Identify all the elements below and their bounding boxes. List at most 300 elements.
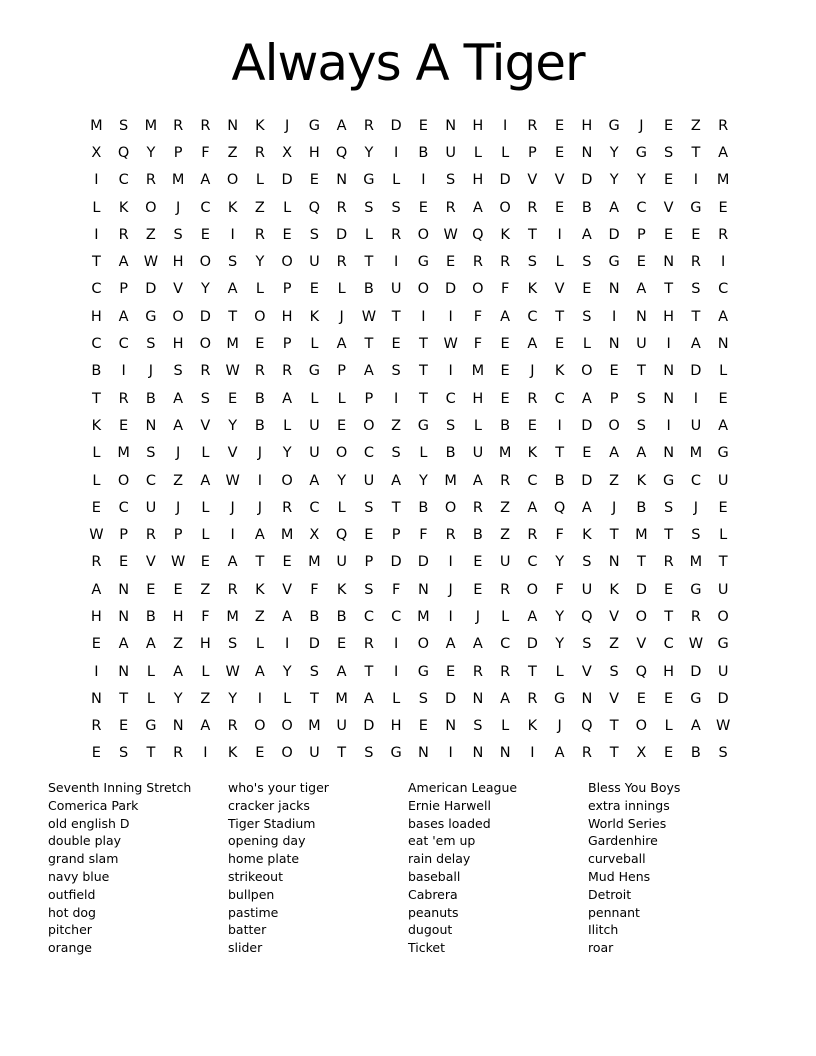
grid-letter: N: [663, 363, 675, 380]
grid-letter: O: [226, 172, 239, 189]
grid-letter: E: [200, 226, 211, 243]
grid-letter: R: [581, 745, 593, 762]
grid-letter: M: [444, 472, 458, 489]
grid-letter: U: [636, 336, 648, 353]
grid-letter: A: [581, 226, 593, 243]
grid-letter: N: [118, 663, 130, 680]
grid-letter: I: [421, 172, 427, 189]
grid-letter: A: [690, 718, 702, 735]
grid-letter: L: [283, 199, 292, 216]
grid-letter: P: [528, 144, 538, 161]
grid-letter: R: [282, 499, 293, 516]
grid-letter: R: [391, 226, 402, 243]
grid-letter: Q: [472, 226, 485, 243]
grid-letter: A: [718, 144, 729, 161]
grid-letter: A: [527, 499, 538, 516]
grid-letter: U: [472, 445, 484, 462]
grid-letter: E: [309, 172, 320, 189]
grid-letter: E: [664, 690, 674, 707]
grid-letter: G: [417, 254, 430, 271]
grid-letter: W: [443, 226, 459, 243]
grid-letter: C: [445, 390, 457, 407]
word-list-item: Comerica Park: [48, 797, 139, 813]
grid-letter: C: [663, 636, 675, 653]
grid-letter: E: [119, 718, 129, 735]
grid-letter: G: [663, 472, 675, 489]
grid-letter: S: [391, 199, 402, 216]
grid-letter: H: [581, 117, 593, 134]
grid-letter: H: [472, 390, 484, 407]
grid-letter: A: [309, 472, 320, 489]
grid-letter: P: [337, 363, 347, 380]
grid-letter: L: [255, 172, 265, 189]
grid-letter: C: [718, 281, 729, 298]
grid-letter: J: [148, 363, 154, 380]
grid-letter: E: [555, 336, 565, 353]
grid-letter: S: [119, 745, 129, 762]
grid-letter: U: [309, 417, 321, 434]
grid-letter: I: [257, 472, 263, 489]
grid-letter: T: [418, 363, 429, 380]
grid-letter: U: [309, 254, 321, 271]
grid-letter: I: [203, 745, 209, 762]
grid-letter: R: [254, 226, 266, 243]
grid-letter: G: [690, 581, 702, 598]
grid-letter: V: [554, 281, 566, 298]
grid-letter: Q: [335, 527, 348, 544]
grid-letter: M: [689, 445, 703, 462]
grid-letter: C: [363, 445, 375, 462]
grid-letter: L: [92, 472, 101, 489]
grid-row: [83, 276, 737, 303]
grid-letter: F: [310, 581, 320, 598]
grid-letter: Y: [282, 663, 293, 680]
grid-letter: D: [581, 172, 593, 189]
word-list-item: dugout: [408, 922, 453, 938]
grid-letter: R: [718, 117, 729, 134]
grid-letter: I: [448, 363, 454, 380]
grid-letter: S: [146, 445, 156, 462]
grid-letter: I: [502, 117, 508, 134]
grid-letter: D: [336, 226, 348, 243]
grid-letter: T: [691, 308, 701, 325]
grid-letter: M: [308, 718, 322, 735]
grid-letter: E: [337, 417, 347, 434]
grid-letter: H: [172, 336, 185, 353]
grid-letter: B: [581, 199, 593, 216]
grid-letter: J: [693, 499, 699, 516]
grid-letter: A: [145, 636, 157, 653]
grid-letter: R: [363, 636, 375, 653]
grid-row: [83, 685, 737, 712]
grid-letter: S: [309, 663, 320, 680]
grid-letter: R: [227, 718, 239, 735]
grid-letter: A: [581, 499, 593, 516]
grid-letter: I: [393, 636, 399, 653]
word-list-item: grand slam: [48, 851, 119, 867]
grid-letter: W: [225, 363, 241, 380]
grid-letter: Z: [200, 690, 211, 707]
grid-letter: N: [472, 745, 484, 762]
grid-letter: H: [90, 608, 103, 625]
grid-letter: J: [639, 117, 645, 134]
grid-letter: W: [225, 663, 241, 680]
word-list-item: Gardenhire: [588, 833, 658, 849]
grid-letter: H: [663, 308, 675, 325]
grid-letter: P: [282, 281, 292, 298]
grid-letter: L: [146, 663, 156, 680]
grid-letter: R: [336, 199, 348, 216]
grid-letter: O: [335, 445, 348, 462]
grid-letter: S: [228, 254, 238, 271]
grid-letter: E: [255, 745, 265, 762]
grid-letter: A: [118, 254, 130, 271]
grid-letter: T: [228, 308, 238, 325]
grid-letter: S: [391, 363, 402, 380]
word-list-item: peanuts: [408, 904, 459, 920]
grid-letter: E: [337, 636, 347, 653]
word-list-item: pennant: [588, 904, 640, 920]
word-list-item: home plate: [228, 851, 300, 867]
grid-letter: N: [581, 690, 593, 707]
grid-letter: T: [555, 308, 565, 325]
grid-letter: D: [690, 663, 702, 680]
grid-letter: J: [230, 499, 236, 516]
grid-letter: O: [499, 199, 512, 216]
grid-letter: R: [445, 199, 457, 216]
grid-row: [83, 576, 737, 603]
grid-letter: O: [254, 308, 267, 325]
grid-letter: Y: [255, 254, 265, 271]
grid-letter: R: [663, 554, 675, 571]
grid-letter: R: [527, 527, 538, 544]
grid-row: [83, 740, 737, 767]
grid-letter: C: [309, 499, 320, 516]
grid-letter: S: [146, 336, 156, 353]
grid-letter: O: [117, 472, 130, 489]
grid-letter: A: [336, 336, 348, 353]
grid-letter: E: [446, 254, 456, 271]
grid-letter: W: [143, 254, 159, 271]
grid-letter: Z: [173, 636, 184, 653]
grid-letter: S: [582, 554, 592, 571]
grid-letter: T: [309, 690, 320, 707]
grid-letter: L: [582, 336, 592, 353]
grid-letter: Y: [337, 472, 347, 489]
word-list: [48, 779, 768, 957]
grid-letter: G: [308, 117, 321, 134]
grid-letter: J: [611, 499, 617, 516]
word-list-item: curveball: [588, 851, 646, 867]
grid-letter: U: [581, 581, 593, 598]
grid-letter: R: [91, 718, 102, 735]
grid-letter: E: [364, 527, 374, 544]
grid-letter: S: [636, 417, 647, 434]
grid-letter: R: [336, 254, 348, 271]
grid-letter: Z: [227, 144, 239, 161]
grid-row: [83, 221, 737, 248]
grid-letter: J: [530, 363, 536, 380]
grid-letter: A: [336, 663, 348, 680]
grid-letter: I: [557, 226, 563, 243]
grid-letter: Z: [200, 581, 211, 598]
grid-letter: B: [445, 445, 457, 462]
grid-letter: Q: [581, 718, 594, 735]
grid-letter: T: [146, 745, 156, 762]
grid-letter: X: [636, 745, 647, 762]
grid-letter: C: [527, 308, 538, 325]
grid-letter: E: [636, 690, 647, 707]
word-list-item: Bless You Boys: [588, 780, 681, 795]
grid-letter: B: [363, 281, 375, 298]
word-list-item: rain delay: [408, 851, 471, 867]
grid-letter: L: [255, 281, 265, 298]
grid-letter: A: [718, 417, 729, 434]
grid-letter: N: [663, 445, 675, 462]
grid-letter: E: [718, 199, 729, 216]
grid-letter: R: [227, 581, 239, 598]
grid-letter: S: [364, 581, 374, 598]
grid-letter: E: [582, 445, 592, 462]
grid-letter: H: [472, 117, 484, 134]
grid-letter: I: [666, 336, 672, 353]
word-list-item: Cabrera: [408, 886, 458, 902]
grid-letter: L: [201, 527, 210, 544]
grid-letter: L: [92, 199, 101, 216]
grid-letter: W: [225, 472, 241, 489]
grid-letter: J: [175, 445, 181, 462]
grid-letter: G: [635, 144, 648, 161]
grid-letter: E: [309, 281, 320, 298]
page-title: Always A Tiger: [231, 34, 585, 92]
grid-letter: L: [310, 390, 319, 407]
grid-letter: S: [391, 445, 402, 462]
grid-letter: H: [172, 608, 185, 625]
grid-letter: D: [390, 554, 403, 571]
grid-letter: E: [664, 117, 674, 134]
word-list-item: strikeout: [228, 868, 283, 884]
grid-letter: I: [393, 663, 399, 680]
grid-letter: L: [337, 499, 347, 516]
grid-letter: R: [91, 554, 102, 571]
grid-letter: T: [664, 608, 674, 625]
grid-letter: Y: [173, 690, 184, 707]
grid-letter: Y: [282, 445, 293, 462]
grid-letter: F: [201, 144, 211, 161]
grid-letter: E: [555, 117, 565, 134]
grid-letter: Y: [228, 690, 238, 707]
grid-letter: D: [581, 417, 593, 434]
grid-row: [83, 358, 737, 385]
grid-letter: E: [473, 581, 483, 598]
grid-letter: A: [690, 336, 702, 353]
grid-letter: A: [173, 417, 184, 434]
grid-letter: O: [281, 254, 294, 271]
grid-letter: E: [91, 499, 102, 516]
grid-letter: S: [582, 636, 592, 653]
grid-row: [83, 112, 737, 139]
grid-letter: G: [717, 636, 730, 653]
grid-letter: S: [119, 117, 129, 134]
grid-letter: N: [663, 390, 675, 407]
grid-letter: N: [472, 690, 484, 707]
grid-letter: H: [199, 636, 212, 653]
grid-row: [83, 521, 737, 548]
grid-letter: D: [390, 117, 403, 134]
grid-letter: H: [281, 308, 294, 325]
grid-letter: L: [337, 281, 347, 298]
grid-letter: L: [392, 690, 401, 707]
grid-letter: E: [446, 663, 456, 680]
grid-letter: D: [499, 172, 512, 189]
grid-letter: H: [663, 663, 675, 680]
grid-letter: L: [719, 363, 728, 380]
grid-letter: O: [417, 226, 430, 243]
grid-letter: T: [91, 254, 102, 271]
grid-letter: A: [336, 117, 348, 134]
grid-letter: T: [691, 144, 701, 161]
grid-letter: K: [91, 417, 102, 434]
grid-letter: I: [121, 363, 127, 380]
grid-letter: E: [555, 144, 565, 161]
grid-letter: G: [608, 117, 621, 134]
grid-letter: E: [555, 199, 565, 216]
grid-letter: C: [636, 199, 647, 216]
grid-letter: J: [175, 199, 181, 216]
grid-letter: T: [364, 663, 374, 680]
grid-letter: C: [91, 336, 102, 353]
grid-letter: A: [472, 199, 484, 216]
grid-letter: B: [91, 363, 102, 380]
word-list-item: outfield: [48, 886, 96, 902]
grid-letter: K: [609, 581, 620, 598]
grid-letter: O: [145, 199, 158, 216]
grid-letter: E: [391, 336, 402, 353]
grid-letter: M: [417, 608, 431, 625]
grid-letter: R: [500, 472, 511, 489]
grid-letter: D: [717, 690, 730, 707]
word-list-item: Detroit: [588, 886, 632, 902]
grid-row: [83, 303, 737, 330]
grid-letter: M: [689, 554, 703, 571]
grid-letter: E: [119, 417, 129, 434]
grid-letter: J: [257, 445, 263, 462]
grid-letter: B: [254, 390, 266, 407]
grid-letter: G: [717, 445, 730, 462]
grid-letter: N: [581, 144, 593, 161]
grid-letter: S: [582, 254, 592, 271]
grid-letter: K: [582, 527, 593, 544]
grid-letter: D: [281, 172, 294, 189]
grid-letter: E: [418, 718, 429, 735]
grid-letter: I: [611, 308, 617, 325]
grid-letter: L: [92, 445, 101, 462]
grid-letter: S: [636, 390, 647, 407]
grid-letter: L: [201, 499, 210, 516]
grid-letter: R: [363, 117, 375, 134]
grid-letter: A: [363, 690, 375, 707]
grid-letter: M: [716, 172, 730, 189]
grid-letter: M: [280, 527, 294, 544]
grid-letter: R: [472, 663, 484, 680]
grid-letter: J: [257, 499, 263, 516]
word-list-item: slider: [228, 940, 263, 956]
grid-row: [83, 494, 737, 521]
grid-letter: S: [664, 499, 674, 516]
grid-letter: O: [417, 281, 430, 298]
grid-letter: V: [282, 581, 293, 598]
grid-letter: L: [283, 690, 292, 707]
grid-letter: L: [555, 663, 565, 680]
grid-letter: K: [255, 117, 266, 134]
grid-letter: R: [118, 390, 130, 407]
grid-letter: G: [690, 199, 702, 216]
grid-letter: A: [118, 308, 130, 325]
grid-letter: O: [172, 308, 185, 325]
grid-letter: E: [691, 226, 701, 243]
grid-letter: E: [664, 226, 674, 243]
word-list-item: bases loaded: [408, 815, 491, 831]
grid-letter: K: [554, 363, 565, 380]
grid-letter: N: [445, 117, 457, 134]
grid-row: [83, 194, 737, 221]
grid-letter: L: [283, 417, 292, 434]
grid-letter: A: [363, 363, 375, 380]
grid-letter: L: [419, 445, 428, 462]
grid-letter: E: [664, 581, 674, 598]
grid-letter: M: [117, 445, 131, 462]
grid-letter: A: [718, 308, 729, 325]
grid-letter: B: [500, 417, 511, 434]
grid-letter: A: [173, 390, 184, 407]
grid-letter: P: [173, 144, 183, 161]
grid-letter: I: [448, 608, 454, 625]
grid-row: [83, 330, 737, 357]
grid-letter: A: [173, 663, 184, 680]
grid-letter: V: [636, 636, 647, 653]
grid-letter: K: [309, 308, 320, 325]
grid-letter: R: [200, 117, 211, 134]
grid-letter: I: [693, 390, 699, 407]
grid-letter: V: [527, 172, 538, 189]
grid-letter: E: [473, 554, 483, 571]
grid-letter: S: [691, 281, 701, 298]
grid-letter: V: [663, 199, 675, 216]
grid-letter: S: [664, 144, 674, 161]
grid-letter: I: [230, 527, 236, 544]
grid-letter: E: [636, 254, 647, 271]
grid-letter: I: [94, 172, 100, 189]
grid-letter: O: [281, 472, 294, 489]
grid-letter: J: [339, 308, 345, 325]
grid-letter: Z: [145, 226, 157, 243]
grid-letter: I: [693, 172, 699, 189]
grid-letter: L: [719, 527, 728, 544]
grid-letter: B: [336, 608, 348, 625]
grid-letter: C: [118, 336, 130, 353]
grid-letter: V: [554, 172, 566, 189]
grid-letter: M: [335, 690, 349, 707]
grid-letter: P: [609, 390, 619, 407]
grid-letter: B: [418, 499, 429, 516]
grid-letter: I: [557, 417, 563, 434]
grid-letter: T: [337, 745, 347, 762]
word-list-item: orange: [48, 940, 92, 956]
grid-letter: Y: [418, 472, 429, 489]
grid-letter: B: [636, 499, 647, 516]
grid-letter: V: [609, 690, 620, 707]
grid-letter: Z: [254, 199, 266, 216]
